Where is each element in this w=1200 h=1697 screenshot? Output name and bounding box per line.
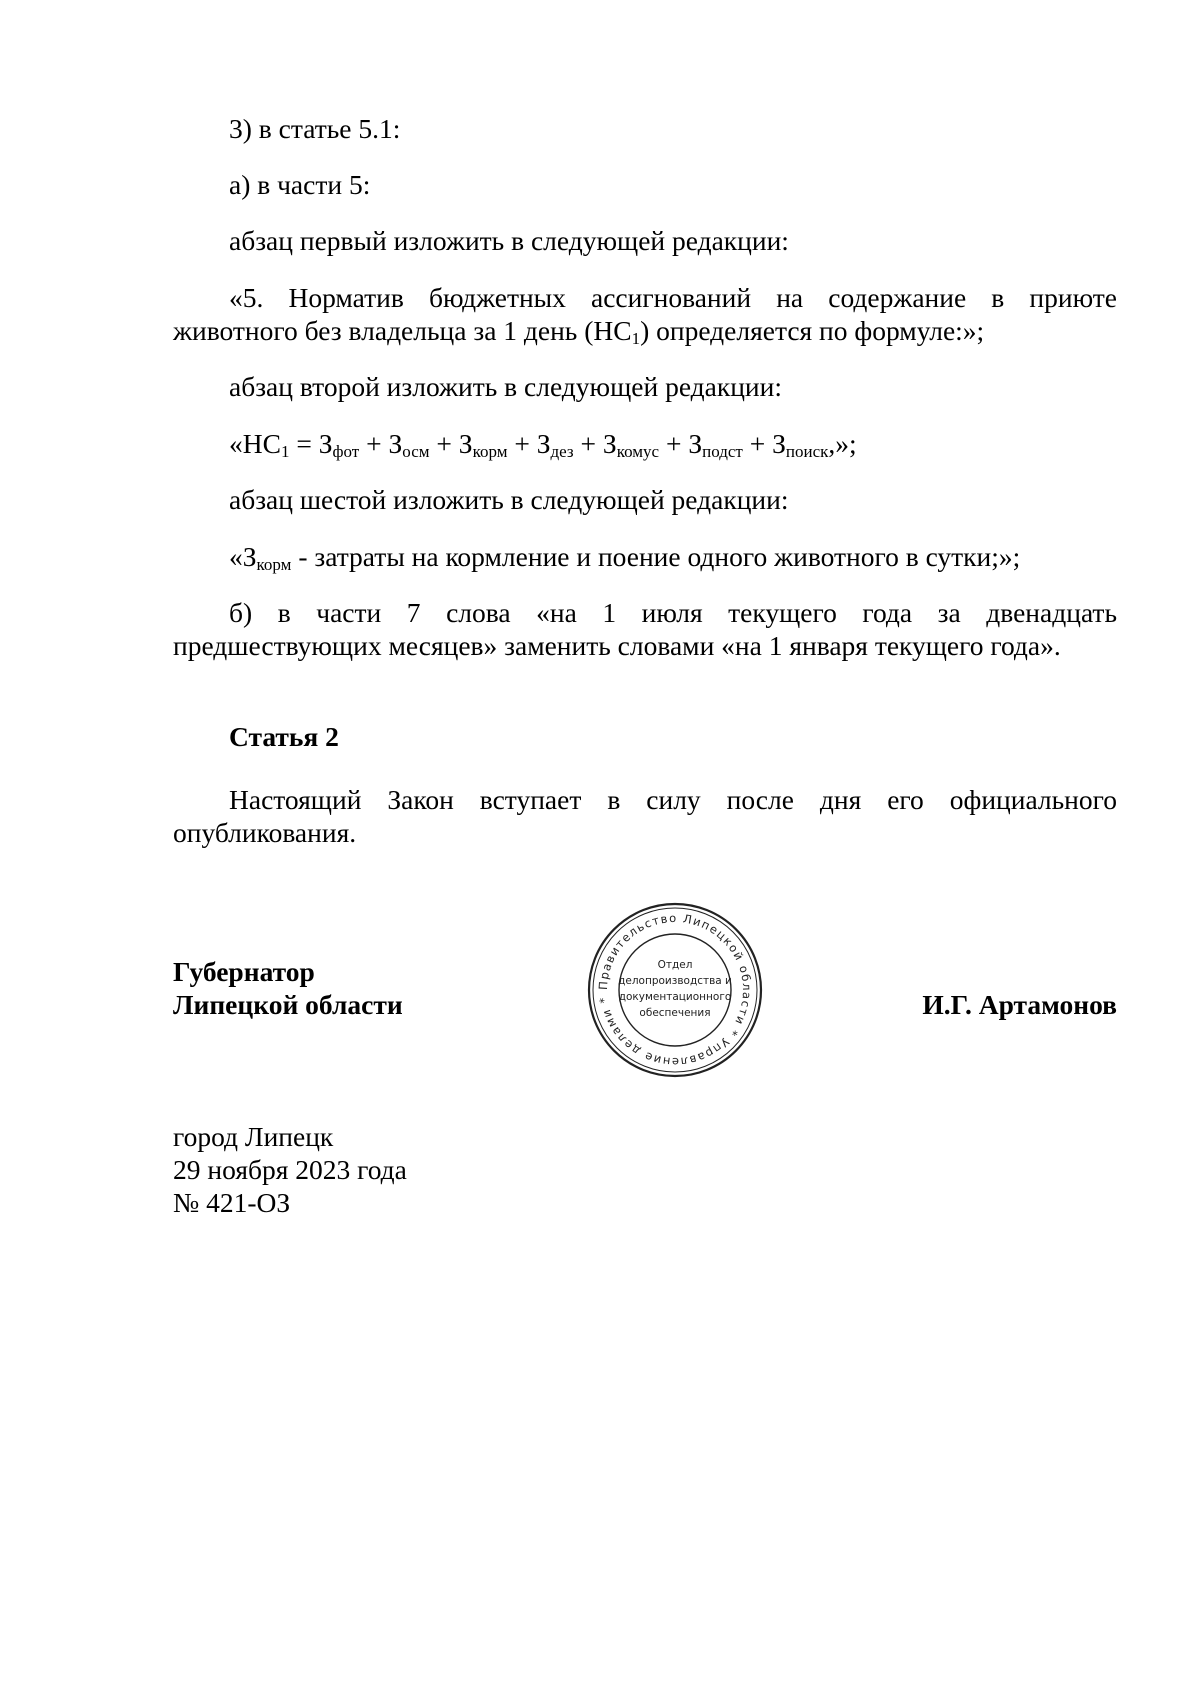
paragraph-6-subscript: корм — [256, 555, 292, 574]
seal-inner-line4: обеспечения — [639, 1007, 711, 1019]
paragraph-2-intro: абзац второй изложить в следующей редакции: — [229, 371, 783, 402]
paragraph-6-body: - затраты на кормление и поение одного животного в сутки;»; — [291, 541, 1021, 572]
seal-outer-text: Правительство Липецкой области * Управление делами * — [595, 910, 755, 1070]
formula-plus: + З — [659, 428, 703, 459]
signature-position-line1: Губернатор — [173, 956, 315, 987]
formula-term-sub: дез — [550, 442, 574, 461]
paragraph-1-text — [173, 281, 1117, 347]
article-2-heading: Статья 2 — [229, 721, 339, 752]
official-seal — [585, 900, 765, 1080]
formula-close: ,»; — [828, 428, 857, 459]
formula-term-sub: осм — [402, 442, 430, 461]
seal-inner-line3: документационного — [618, 991, 732, 1003]
formula-term-sub: корм — [472, 442, 508, 461]
paragraph-1-intro: абзац первый изложить в следующей редакции: — [229, 225, 789, 256]
article-2-text: Настоящий Закон вступает в силу после дня его официального опубликования. — [173, 784, 1117, 848]
formula-term-sub: подст — [702, 442, 743, 461]
formula — [173, 427, 1117, 460]
formula-plus: + З — [429, 428, 473, 459]
formula-plus: + З — [742, 428, 786, 459]
footer-number: № 421-ОЗ — [173, 1187, 291, 1218]
signature-position-line2: Липецкой области — [173, 989, 403, 1020]
signature-name: И.Г. Артамонов — [922, 989, 1117, 1020]
formula-term-sub: комус — [616, 442, 660, 461]
paragraph-1-text-before: «5. Норматив бюджетных ассигнований на содержание в приюте животного без владельца за 1 день (НС — [173, 282, 1117, 346]
seal-inner-line2: делопроизводства и — [618, 975, 732, 987]
formula-term-sub: поиск — [785, 442, 829, 461]
item-3b: б) в части 7 слова «на 1 июля текущего года за двенадцать предшествующих месяцев» заменить словами «на 1 января текущего года». — [173, 597, 1117, 661]
paragraph-6-text — [173, 540, 1117, 573]
footer-city: город Липецк — [173, 1121, 334, 1152]
formula-equals: = З — [289, 428, 333, 459]
paragraph-1-subscript: 1 — [631, 329, 641, 348]
paragraph-1-text-after: ) определяется по формуле:»; — [640, 315, 985, 346]
document-footer — [173, 1120, 407, 1219]
formula-lhs: «НС — [229, 428, 281, 459]
paragraph-6-intro: абзац шестой изложить в следующей редакции: — [229, 484, 789, 515]
formula-term-sub: фот — [332, 442, 360, 461]
formula-lhs-sub: 1 — [280, 442, 290, 461]
formula-plus: + З — [573, 428, 617, 459]
seal-inner-line1: Отдел — [657, 959, 693, 971]
formula-plus: + З — [359, 428, 403, 459]
footer-date: 29 ноября 2023 года — [173, 1154, 407, 1185]
paragraph-6-open: «З — [229, 541, 257, 572]
signature-position — [173, 955, 403, 1021]
item-3a: а) в части 5: — [229, 169, 371, 200]
item-3: 3) в статье 5.1: — [229, 113, 401, 144]
formula-plus: + З — [507, 428, 551, 459]
